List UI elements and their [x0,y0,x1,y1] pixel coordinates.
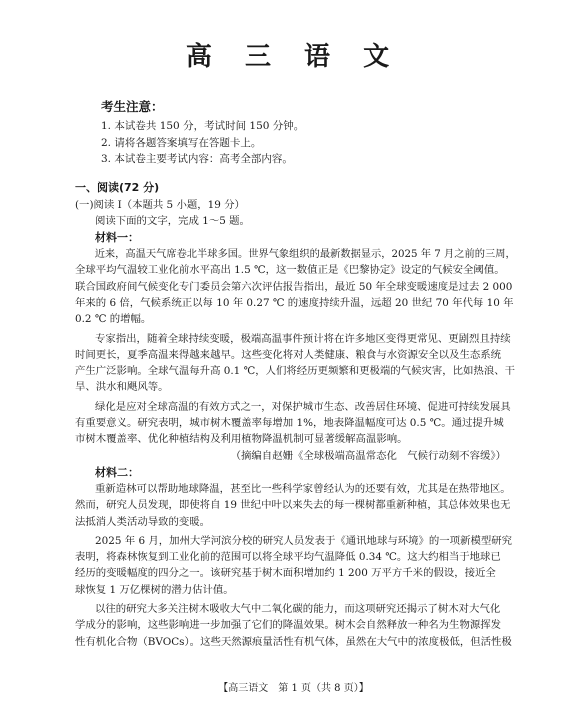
text-line: 然而，研究人员发现，即使将自 19 世纪中叶以来失去的每一棵树都重新种植，其总体效果也无 [75,499,511,512]
text-line: 表明，将森林恢复到工业化前的范围可以将全球平均气温降低 0.34 ℃。这大约相当于地球已 [75,551,501,564]
section-heading: 一、阅读(72 分) [75,181,160,194]
reading-content [75,180,516,650]
text-line: 有重要意义。研究表明，城市树木覆盖率每增加 1%，地表降温幅度可达 0.5 ℃。通过提升城 [75,417,504,430]
text-line: 性有机化合物（BVOCs）。这些天然源痕量活性有机气体，虽然在大气中的浓度极低，但活性极 [75,635,512,648]
notice-item: 3. 本试卷主要考试内容：高考全部内容。 [101,153,293,165]
text-line: 法抵消人类活动导致的变暖。 [75,515,211,528]
material-1-paragraph-2 [75,331,516,396]
text-line: 全球平均气温较工业化前水平高出 1.5 ℃，这一数值正是《巴黎协定》设定的气候安全阈值。 [75,264,505,277]
text-line: 球恢复 1 万亿棵树的潜力估计值。 [75,583,234,596]
page-footer: 【高三语文 第 1 页（共 8 页）】 [218,683,369,694]
text-line: 年来的 6 倍，气候系统正以每 10 年 0.27 ℃ 的速度持续升温，远超 20 世纪 70 年代每 10 年 [75,296,514,309]
notice-item: 2. 请将各题答案填写在答题卡上。 [101,136,262,149]
material-1-source: （摘编自赵姗《全球极端高温常态化 气候行动刻不容缓》） [230,449,506,462]
material-2-heading: 材料二： [95,465,139,479]
text-line: 产生广泛影响。全球气温每升高 0.1 ℃，人们将经历更频繁和更极端的气候灾害，比如热浪、干 [75,365,515,378]
text-line: 以往的研究大多关注树木吸收大气中二氧化碳的能力，而这项研究还揭示了树木对大气化 [95,603,501,616]
text-line: 近来，高温天气席卷北半球多国。世界气象组织的最新数据显示，2025 年 7 月之前的三周， [94,248,516,261]
material-2-paragraph-1 [75,481,516,530]
text-line: 2025 年 6 月，加州大学河滨分校的研究人员发表于《通讯地球与环境》的一项新模型研究 [95,534,513,547]
text-line: 时间更长，夏季高温来得越来越早。这些变化将对人类健康、粮食与水资源安全以及生态系统 [75,348,502,361]
text-line: 联合国政府间气候变化专门委员会第六次评估报告指出，最近 50 年全球变暖速度是过去 2 000 [75,280,513,293]
text-line: 绿化是应对全球高温的有效方式之一，对保护城市生态、改善居住环境、促进可持续发展具 [95,400,511,413]
sub-section-heading: (一)阅读 I（本题共 5 小题，19 分） [75,198,245,211]
text-line: 学成分的影响，这些影响进一步加强了它们的降温效果。树木会自然释放一种名为生物源挥发 [75,619,502,632]
text-line: 0.2 ℃ 的增幅。 [75,313,152,326]
material-1-paragraph-3 [75,399,516,448]
page-title: 高 三 语 文 [185,42,402,72]
text-line: 旱、洪水和飓风等。 [75,381,169,394]
material-1-paragraph-1 [75,246,516,327]
instruction-text: 阅读下面的文字，完成 1～5 题。 [95,214,250,227]
candidate-notice [101,97,541,168]
text-line: 经历的变暖幅度的四分之一。该研究基于树木面积增加约 1 200 万平方千米的假设，接近全 [75,567,496,580]
material-1-heading: 材料一： [95,231,139,245]
material-2-paragraph-3 [75,601,516,650]
material-2-paragraph-2 [75,533,516,598]
text-line: 重新造林可以帮助地球降温，甚至比一些科学家曾经认为的还要有效，尤其是在热带地区。 [95,482,511,495]
notice-item: 1. 本试卷共 150 分，考试时间 150 分钟。 [101,120,305,132]
text-line: 市树木覆盖率、优化种植结构及利用植物降温机制可显著缓解高温影响。 [75,433,408,446]
notice-heading: 考生注意： [101,99,164,114]
text-line: 专家指出，随着全球持续变暖，极端高温事件预计将在许多地区变得更常见、更剧烈且持续 [95,332,511,345]
